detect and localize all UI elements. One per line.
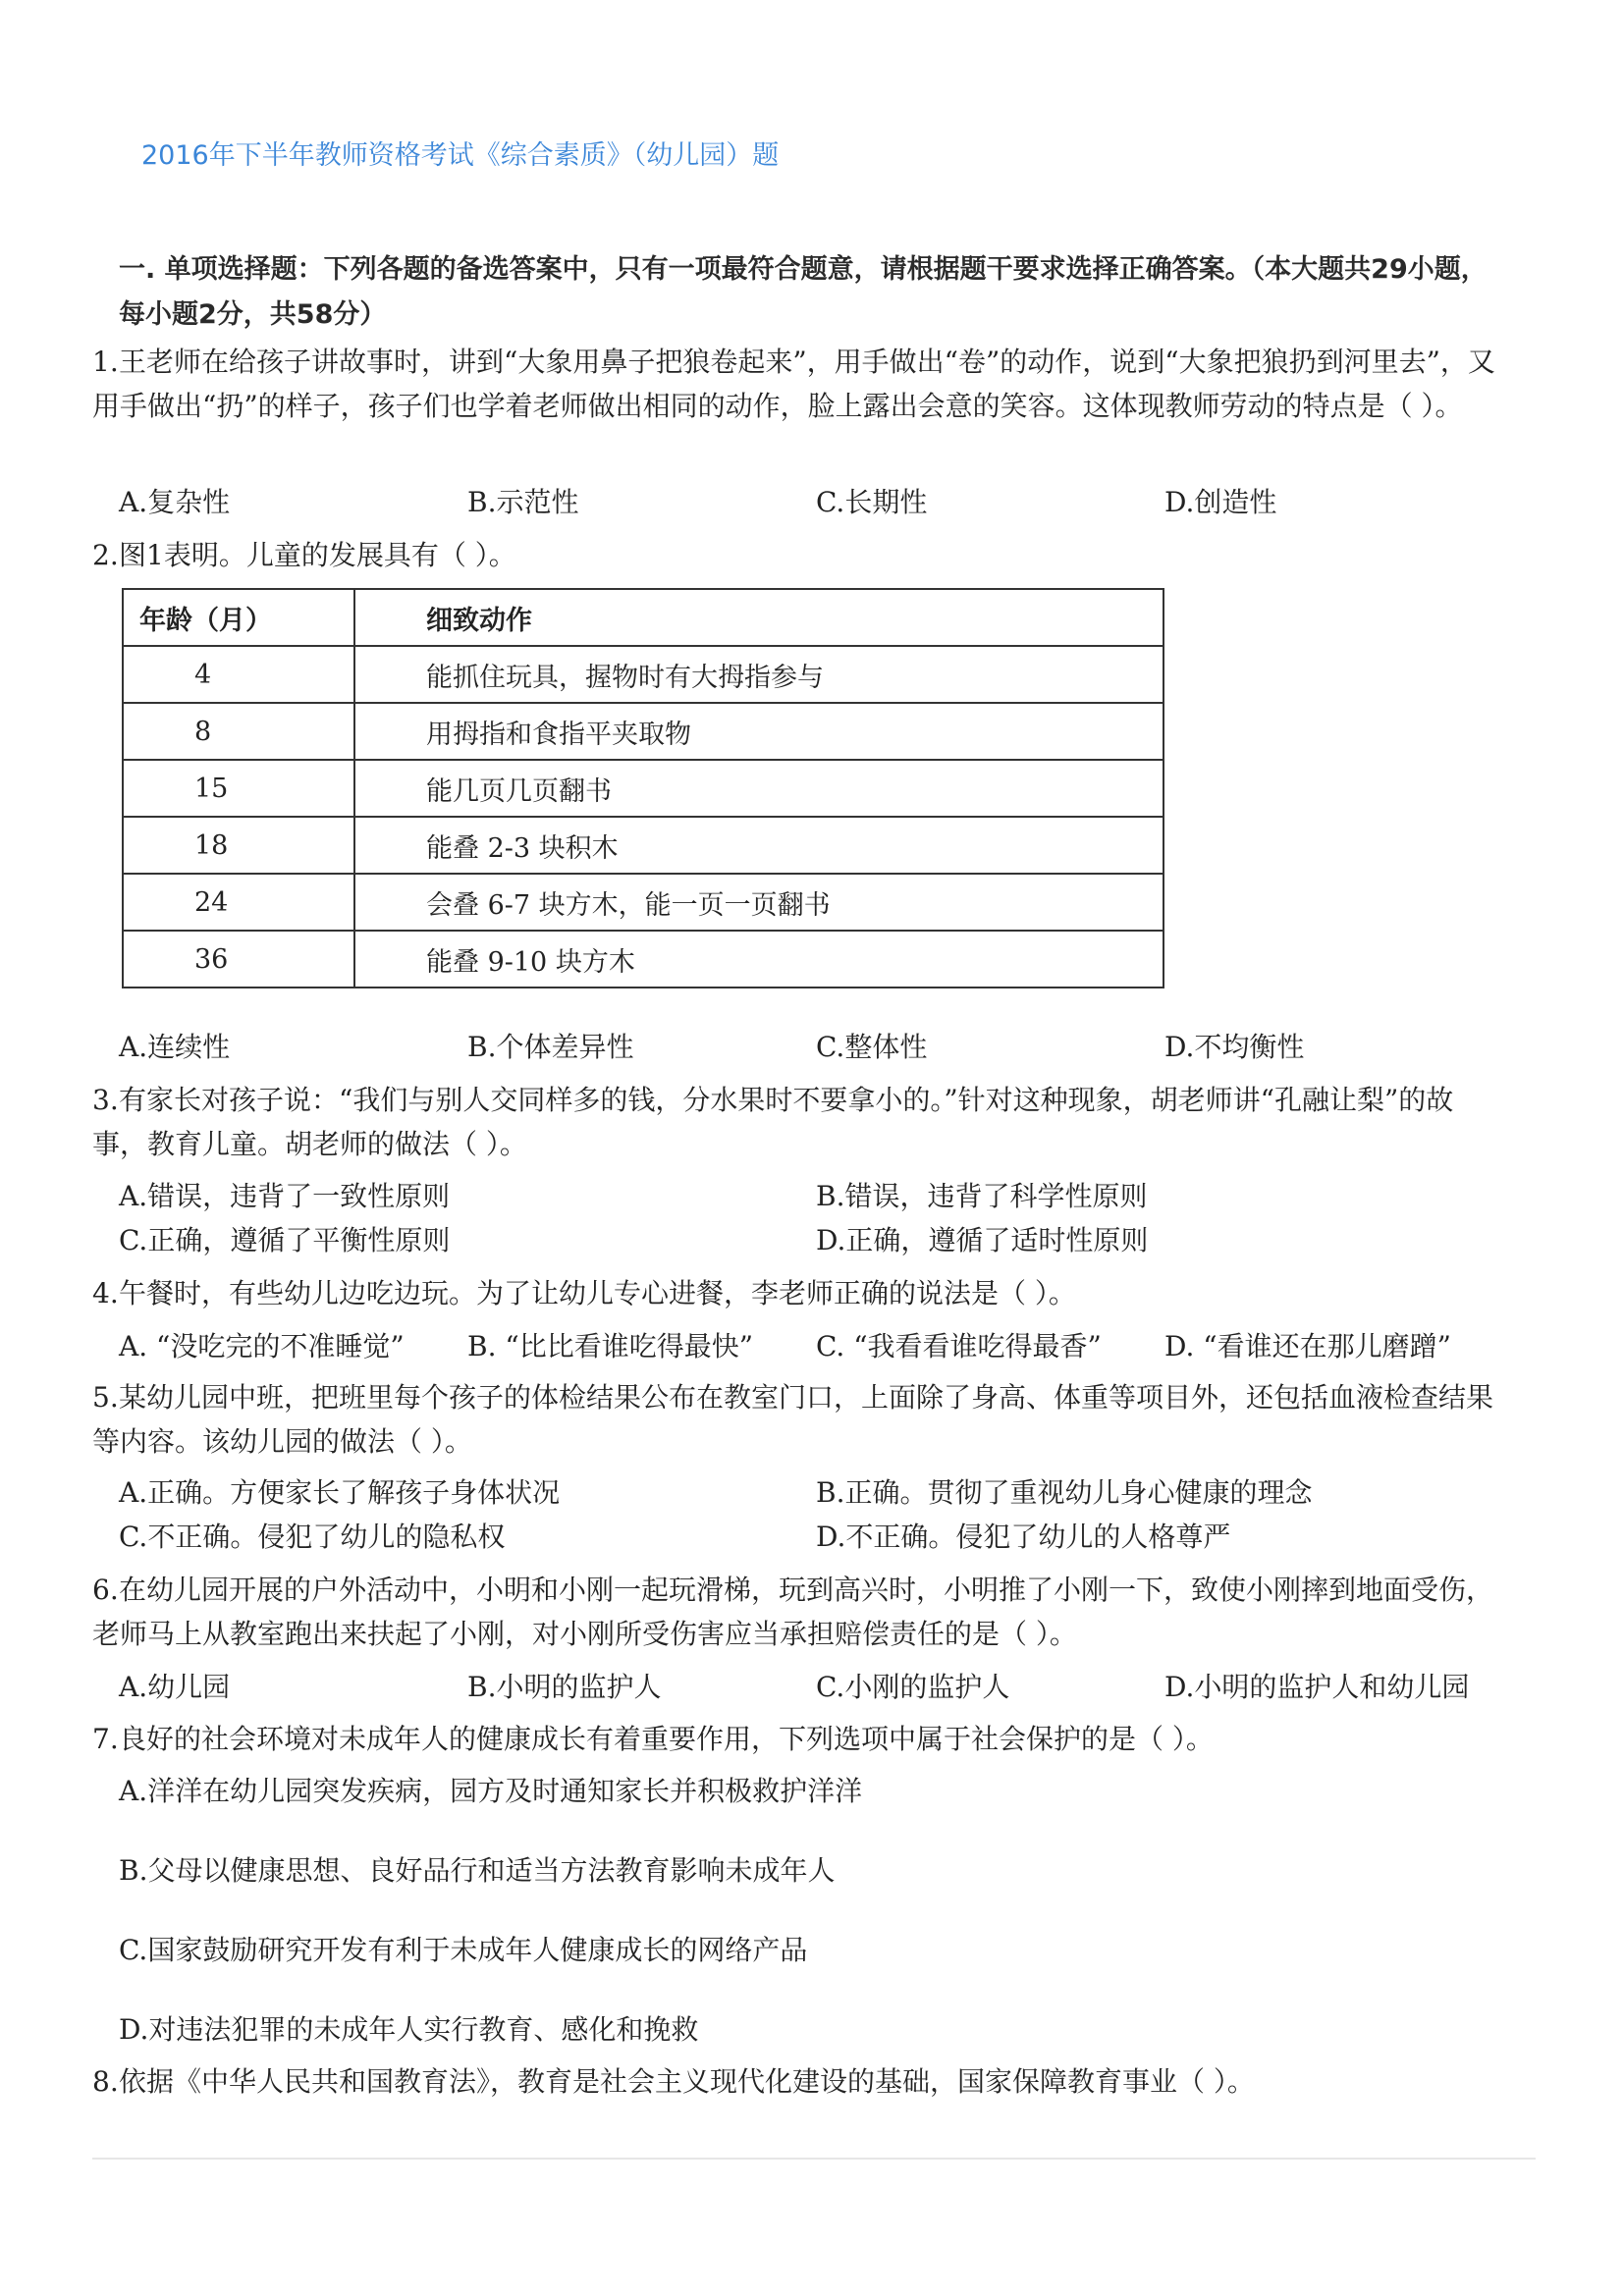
- option-b: B.个体差异性: [467, 1031, 634, 1063]
- cell-action: 能几页几页翻书: [354, 760, 1163, 817]
- question-text: 良好的社会环境对未成年人的健康成长有着重要作用，下列选项中属于社会保护的是（ ）。: [119, 1723, 1214, 1755]
- option-c: C.整体性: [816, 1031, 928, 1063]
- question-text: 依据《中华人民共和国教育法》，教育是社会主义现代化建设的基础，国家保障教育事业（ ）。: [119, 2065, 1255, 2098]
- question-6: [92, 1568, 1506, 1656]
- cell-age: 24: [123, 874, 354, 931]
- option-d: D.创造性: [1164, 486, 1277, 518]
- question-1-options: [119, 480, 1513, 524]
- question-5-options: [119, 1470, 1513, 1559]
- question-number: 7.: [92, 1723, 119, 1755]
- option-b: B.父母以健康思想、良好品行和适当方法教育影响未成年人: [119, 1854, 836, 1887]
- question-8: [92, 2059, 1506, 2104]
- option-a: A.正确。方便家长了解孩子身体状况: [119, 1476, 561, 1509]
- cell-age: 15: [123, 760, 354, 817]
- question-5: [92, 1375, 1506, 1464]
- question-text: 有家长对孩子说：“我们与别人交同样多的钱，分水果时不要拿小的。”针对这种现象，胡老师讲“孔融让梨”的故事，教育儿童。胡老师的做法（ ）。: [92, 1084, 1454, 1160]
- question-number: 2.: [92, 539, 119, 571]
- option-a: A.错误，违背了一致性原则: [119, 1180, 451, 1212]
- option-d: D.对违法犯罪的未成年人实行教育、感化和挽救: [119, 2013, 699, 2046]
- table-header-row: [123, 589, 1163, 646]
- option-c: C.长期性: [816, 486, 928, 518]
- option-d: D.不均衡性: [1164, 1031, 1305, 1063]
- question-7: [92, 1717, 1506, 1761]
- header-age: 年龄（月）: [123, 589, 354, 646]
- question-text: 午餐时，有些幼儿边吃边玩。为了让幼儿专心进餐，李老师正确的说法是（ ）。: [119, 1277, 1076, 1309]
- table-row: [123, 931, 1163, 988]
- cell-age: 18: [123, 817, 354, 874]
- option-b: B.示范性: [467, 486, 579, 518]
- option-b: B.错误，违背了科学性原则: [816, 1180, 1148, 1212]
- option-d: D.不正确。侵犯了幼儿的人格尊严: [816, 1521, 1231, 1553]
- table-row: [123, 703, 1163, 760]
- option-d: D.正确，遵循了适时性原则: [816, 1224, 1149, 1256]
- cell-age: 36: [123, 931, 354, 988]
- option-c: C.不正确。侵犯了幼儿的隐私权: [119, 1521, 506, 1553]
- option-a: A.复杂性: [119, 486, 231, 518]
- question-6-options: [119, 1665, 1513, 1709]
- option-c: C.小刚的监护人: [816, 1671, 1010, 1703]
- question-number: 3.: [92, 1084, 119, 1116]
- option-c: C.正确，遵循了平衡性原则: [119, 1224, 451, 1256]
- option-d: D. “看谁还在那儿磨蹭”: [1164, 1330, 1451, 1362]
- table-row: [123, 646, 1163, 703]
- question-text: 在幼儿园开展的户外活动中，小明和小刚一起玩滑梯，玩到高兴时，小明推了小刚一下，致使小刚摔到地面受伤，老师马上从教室跑出来扶起了小刚，对小刚所受伤害应当承担赔偿责任的是（ ）。: [92, 1574, 1494, 1650]
- question-text: 某幼儿园中班，把班里每个孩子的体检结果公布在教室门口，上面除了身高、体重等项目外，还包括血液检查结果等内容。该幼儿园的做法（ ）。: [92, 1381, 1494, 1458]
- question-3: [92, 1078, 1506, 1166]
- option-c: C.国家鼓励研究开发有利于未成年人健康成长的网络产品: [119, 1934, 808, 1966]
- question-3-options: [119, 1174, 1513, 1262]
- cell-age: 8: [123, 703, 354, 760]
- question-number: 6.: [92, 1574, 119, 1606]
- question-number: 1.: [92, 346, 119, 378]
- table-row: [123, 874, 1163, 931]
- footer-divider: [92, 2158, 1536, 2160]
- development-table: [122, 588, 1164, 988]
- question-1: [92, 340, 1506, 428]
- option-d: D.小明的监护人和幼儿园: [1164, 1671, 1470, 1703]
- question-2-options: [119, 1025, 1513, 1069]
- option-a: A.洋洋在幼儿园突发疾病，园方及时通知家长并积极救护洋洋: [119, 1775, 863, 1807]
- question-number: 4.: [92, 1277, 119, 1309]
- question-number: 8.: [92, 2065, 119, 2098]
- option-b: B. “比比看谁吃得最快”: [467, 1330, 754, 1362]
- cell-action: 能抓住玩具，握物时有大拇指参与: [354, 646, 1163, 703]
- cell-action: 能叠 2-3 块积木: [354, 817, 1163, 874]
- page-title: 2016年下半年教师资格考试《综合素质》（幼儿园）题: [141, 140, 780, 171]
- cell-age: 4: [123, 646, 354, 703]
- option-a: A.连续性: [119, 1031, 231, 1063]
- header-fine-motor: 细致动作: [354, 589, 1163, 646]
- cell-action: 用拇指和食指平夹取物: [354, 703, 1163, 760]
- section-heading: 一. 单项选择题：下列各题的备选答案中，只有一项最符合题意，请根据题干要求选择正确答案。（本大题共29小题，每小题2分，共58分）: [119, 254, 1488, 330]
- question-4: [92, 1271, 1506, 1315]
- question-text: 图1表明。儿童的发展具有（ ）。: [119, 539, 516, 571]
- option-a: A. “没吃完的不准睡觉”: [119, 1330, 405, 1362]
- option-a: A.幼儿园: [119, 1671, 231, 1703]
- option-b: B.正确。贯彻了重视幼儿身心健康的理念: [816, 1476, 1313, 1509]
- question-number: 5.: [92, 1381, 119, 1414]
- option-b: B.小明的监护人: [467, 1671, 662, 1703]
- question-4-options: [119, 1324, 1513, 1368]
- question-text: 王老师在给孩子讲故事时，讲到“大象用鼻子把狼卷起来”，用手做出“卷”的动作，说到“大象把狼扔到河里去”，又用手做出“扔”的样子，孩子们也学着老师做出相同的动作，脸上露出会意的笑容。这体现教师劳动的特点是（ ）。: [92, 346, 1495, 422]
- cell-action: 能叠 9-10 块方木: [354, 931, 1163, 988]
- table-row: [123, 760, 1163, 817]
- cell-action: 会叠 6-7 块方木，能一页一页翻书: [354, 874, 1163, 931]
- option-c: C. “我看看谁吃得最香”: [816, 1330, 1102, 1362]
- question-2: [92, 533, 1506, 577]
- table-row: [123, 817, 1163, 874]
